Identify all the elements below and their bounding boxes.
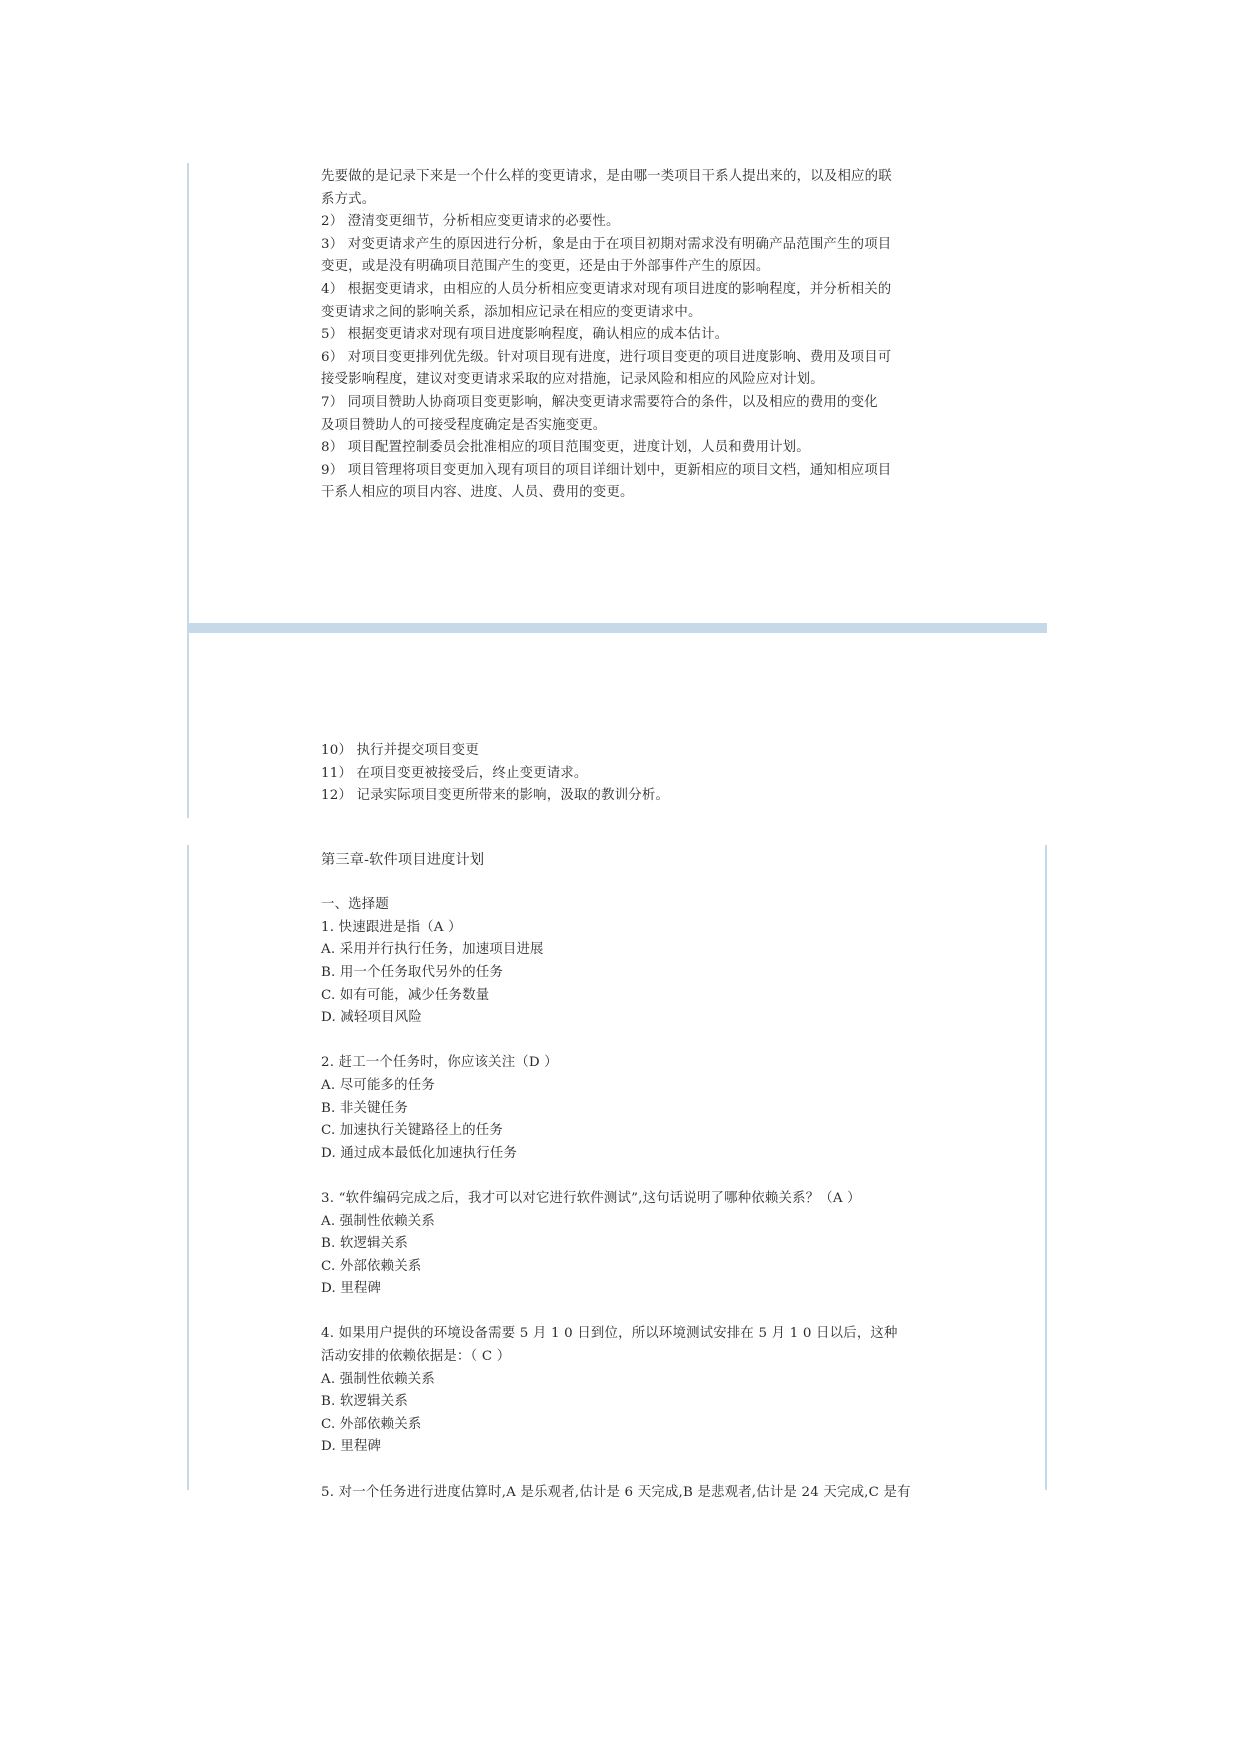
answer-option: C. 加速执行关键路径上的任务 <box>321 1123 503 1139</box>
text-line: 10） 执行并提交项目变更 <box>321 743 479 758</box>
question-item <box>321 1323 941 1459</box>
answer-option: D. 通过成本最低化加速执行任务 <box>321 1145 518 1161</box>
question-stem: 5. 对一个任务进行进度估算时,A 是乐观者,估计是 6 天完成,B 是悲观者,估计是 24 天完成,C 是有 <box>321 1484 911 1500</box>
answer-option: A. 尽可能多的任务 <box>321 1077 435 1093</box>
answer-option: C. 外部依赖关系 <box>321 1416 422 1432</box>
question-item <box>321 1482 941 1505</box>
question-stem: 4. 如果用户提供的环境设备需要 5 月 1 0 日到位，所以环境测试安排在 5 月 1 0 日以后，这种 <box>321 1326 898 1342</box>
answer-option: A. 强制性依赖关系 <box>321 1213 435 1229</box>
text-line: 先要做的是记录下来是一个什么样的变更请求，是由哪一类项目干系人提出来的，以及相应的联 <box>321 169 892 184</box>
frame-left-line-top <box>187 163 189 818</box>
answer-option: D. 里程碑 <box>321 1281 382 1297</box>
text-line: 系方式。 <box>321 191 376 207</box>
answer-option: D. 里程碑 <box>321 1439 382 1455</box>
text-line: 8） 项目配置控制委员会批准相应的项目范围变更，进度计划，人员和费用计划。 <box>321 440 810 456</box>
change-steps-continued <box>321 740 941 808</box>
change-steps-block <box>321 166 941 505</box>
spacer <box>321 1165 941 1188</box>
spacer <box>321 1030 941 1053</box>
frame-page-divider <box>187 623 1047 633</box>
answer-option: B. 软逻辑关系 <box>321 1394 408 1410</box>
spacer <box>321 1301 941 1324</box>
text-line: 接受影响程度，建议对变更请求采取的应对措施，记录风险和相应的风险应对计划。 <box>321 372 824 388</box>
chapter-title: 第三章-软件项目进度计划 <box>321 852 485 868</box>
text-line: 变更请求之间的影响关系，添加相应记录在相应的变更请求中。 <box>321 304 702 320</box>
answer-option: C. 如有可能，减少任务数量 <box>321 987 490 1003</box>
frame-right-line <box>1045 845 1047 1490</box>
text-line: 7） 同项目赞助人协商项目变更影响，解决变更请求需要符合的条件，以及相应的费用的变化 <box>321 394 878 410</box>
text-line: 6） 对项目变更排列优先级。针对项目现有进度，进行项目变更的项目进度影响、费用及项目可 <box>321 349 892 365</box>
answer-option: B. 用一个任务取代另外的任务 <box>321 964 504 980</box>
text-line: 12） 记录实际项目变更所带来的影响，汲取的教训分析。 <box>321 788 670 804</box>
question-item <box>321 917 941 1030</box>
text-line: 4） 根据变更请求，由相应的人员分析相应变更请求对现有项目进度的影响程度，并分析相关的 <box>321 281 892 297</box>
text-line: 变更，或是没有明确项目范围产生的变更，还是由于外部事件产生的原因。 <box>321 259 770 275</box>
question-item <box>321 1188 941 1301</box>
text-line: 5） 根据变更请求对现有项目进度影响程度，确认相应的成本估计。 <box>321 327 729 343</box>
answer-option: B. 非关键任务 <box>321 1100 408 1116</box>
answer-option: A. 采用并行执行任务，加速项目进展 <box>321 942 544 958</box>
text-line: 11） 在项目变更被接受后，终止变更请求。 <box>321 765 588 781</box>
answer-option: B. 软逻辑关系 <box>321 1236 408 1252</box>
question-stem: 3. “软件编码完成之后，我才可以对它进行软件测试”,这句话说明了哪种依赖关系？（A ） <box>321 1190 861 1206</box>
question-stem: 1. 快速跟进是指（A ） <box>321 919 462 935</box>
question-item <box>321 1052 941 1165</box>
text-line: 2） 澄清变更细节，分析相应变更请求的必要性。 <box>321 214 620 230</box>
text-line: 3） 对变更请求产生的原因进行分析，象是由于在项目初期对需求没有明确产品范围产生的项目 <box>321 236 892 252</box>
spacer <box>321 1459 941 1482</box>
answer-option: C. 外部依赖关系 <box>321 1258 422 1274</box>
question-stem: 2. 赶工一个任务时，你应该关注（D ） <box>321 1055 558 1071</box>
answer-option: A. 强制性依赖关系 <box>321 1371 435 1387</box>
text-line: 及项目赞助人的可接受程度确定是否实施变更。 <box>321 417 607 433</box>
answer-option: D. 减轻项目风险 <box>321 1010 422 1026</box>
section-title: 一、选择题 <box>321 897 389 913</box>
frame-left-line-bottom <box>187 845 189 1490</box>
chapter-three-section <box>321 849 941 1504</box>
text-line: 干系人相应的项目内容、进度、人员、费用的变更。 <box>321 485 634 501</box>
spacer <box>321 872 941 895</box>
text-line: 9） 项目管理将项目变更加入现有项目的项目详细计划中，更新相应的项目文档，通知相应项目 <box>321 462 892 478</box>
question-stem: 活动安排的依赖依据是：（ C ） <box>321 1349 511 1365</box>
